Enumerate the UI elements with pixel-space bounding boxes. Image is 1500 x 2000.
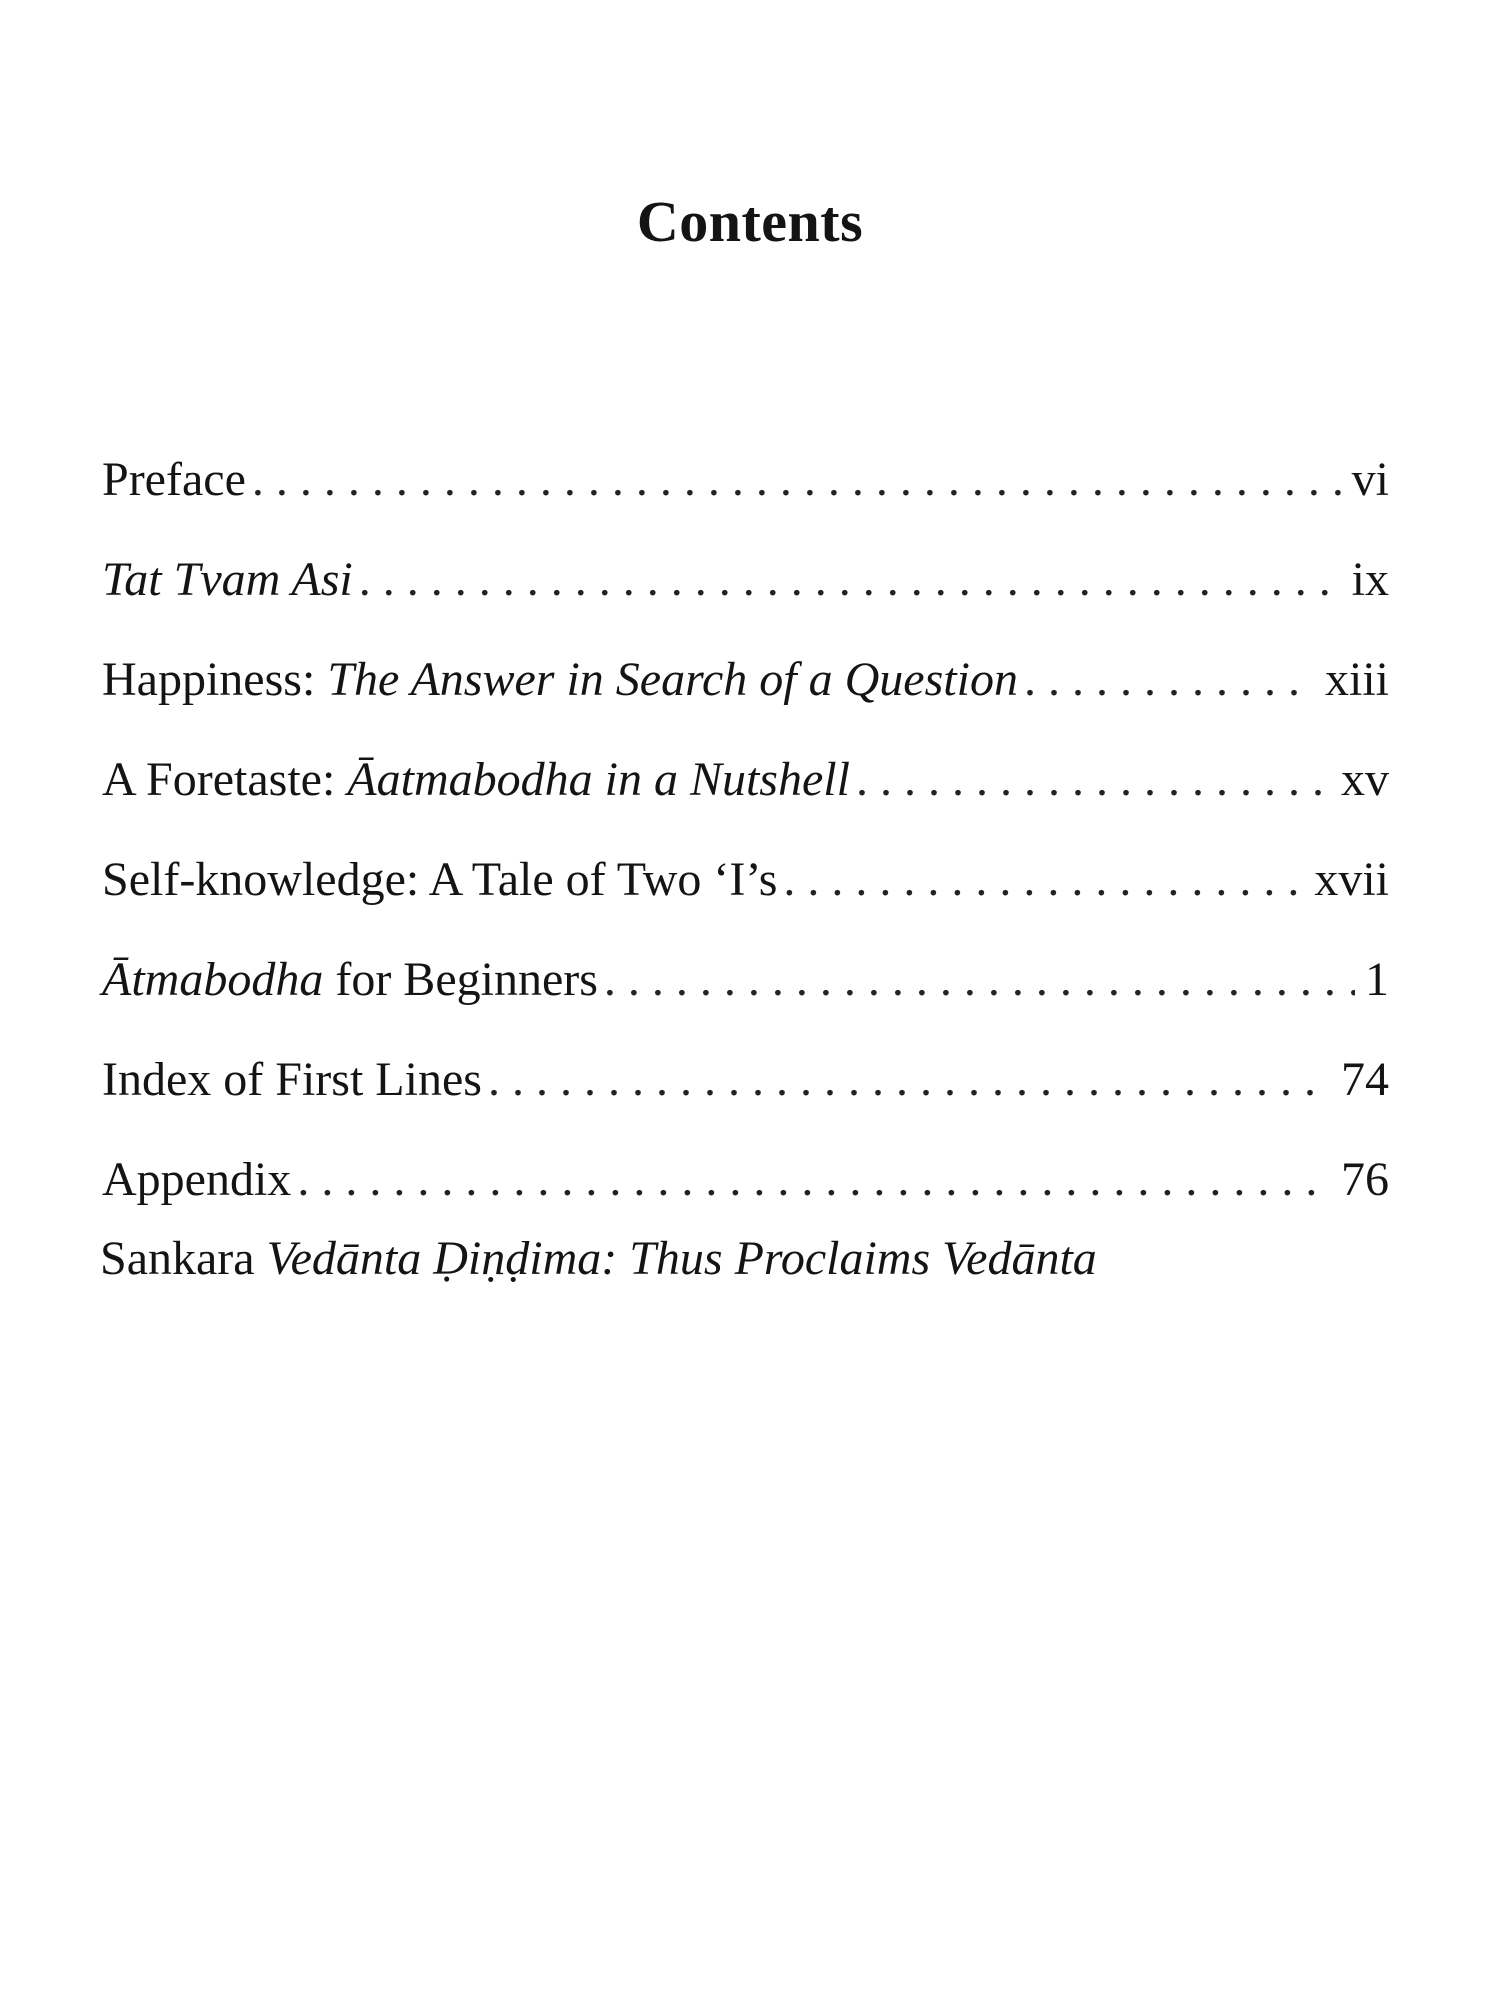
toc-page-number: xiii	[1324, 653, 1389, 706]
toc-entry-title: Appendix	[102, 1153, 292, 1206]
toc-entry-title: Index of First Lines	[102, 1053, 482, 1106]
toc-page-number: ix	[1351, 553, 1389, 606]
dot-leader	[252, 456, 1342, 504]
toc-entry-index-first-lines[interactable]	[102, 1053, 1389, 1156]
toc-entry-title: Self-knowledge: A Tale of Two ‘I’s	[102, 853, 778, 906]
dot-leader	[783, 856, 1304, 904]
toc-entry-title: Preface	[102, 453, 246, 506]
dot-leader	[488, 1056, 1331, 1104]
page-title: Contents	[636, 189, 864, 254]
toc-entry-atmabodha-beginners[interactable]	[102, 953, 1389, 1056]
toc-page-number: xvii	[1314, 853, 1389, 906]
toc-page-number: 74	[1341, 1053, 1389, 1106]
toc-page-number: xv	[1341, 753, 1389, 806]
toc-entry-foretaste[interactable]	[102, 753, 1389, 856]
toc-entry-title: Ātmabodha for Beginners	[102, 953, 598, 1006]
table-of-contents	[102, 453, 1389, 1256]
toc-entry-self-knowledge[interactable]	[102, 853, 1389, 956]
appendix-subtitle: Sankara Vedānta Ḍiṇḍima: Thus Proclaims Vedānta	[100, 1232, 1097, 1285]
toc-page-number: vi	[1351, 453, 1389, 506]
toc-entry-title: Happiness: The Answer in Search of a Question	[102, 653, 1018, 706]
dot-leader	[604, 956, 1355, 1004]
dot-leader	[297, 1156, 1331, 1204]
dot-leader	[1024, 656, 1315, 704]
toc-entry-title: Tat Tvam Asi	[102, 553, 353, 606]
dot-leader	[359, 556, 1342, 604]
toc-page-number: 76	[1341, 1153, 1389, 1206]
toc-page-number: 1	[1365, 953, 1389, 1006]
toc-entry-preface[interactable]	[102, 453, 1389, 556]
toc-entry-title: A Foretaste: Āatmabodha in a Nutshell	[102, 753, 850, 806]
toc-entry-happiness[interactable]	[102, 653, 1389, 756]
dot-leader	[856, 756, 1331, 804]
toc-entry-tat-tvam-asi[interactable]	[102, 553, 1389, 656]
